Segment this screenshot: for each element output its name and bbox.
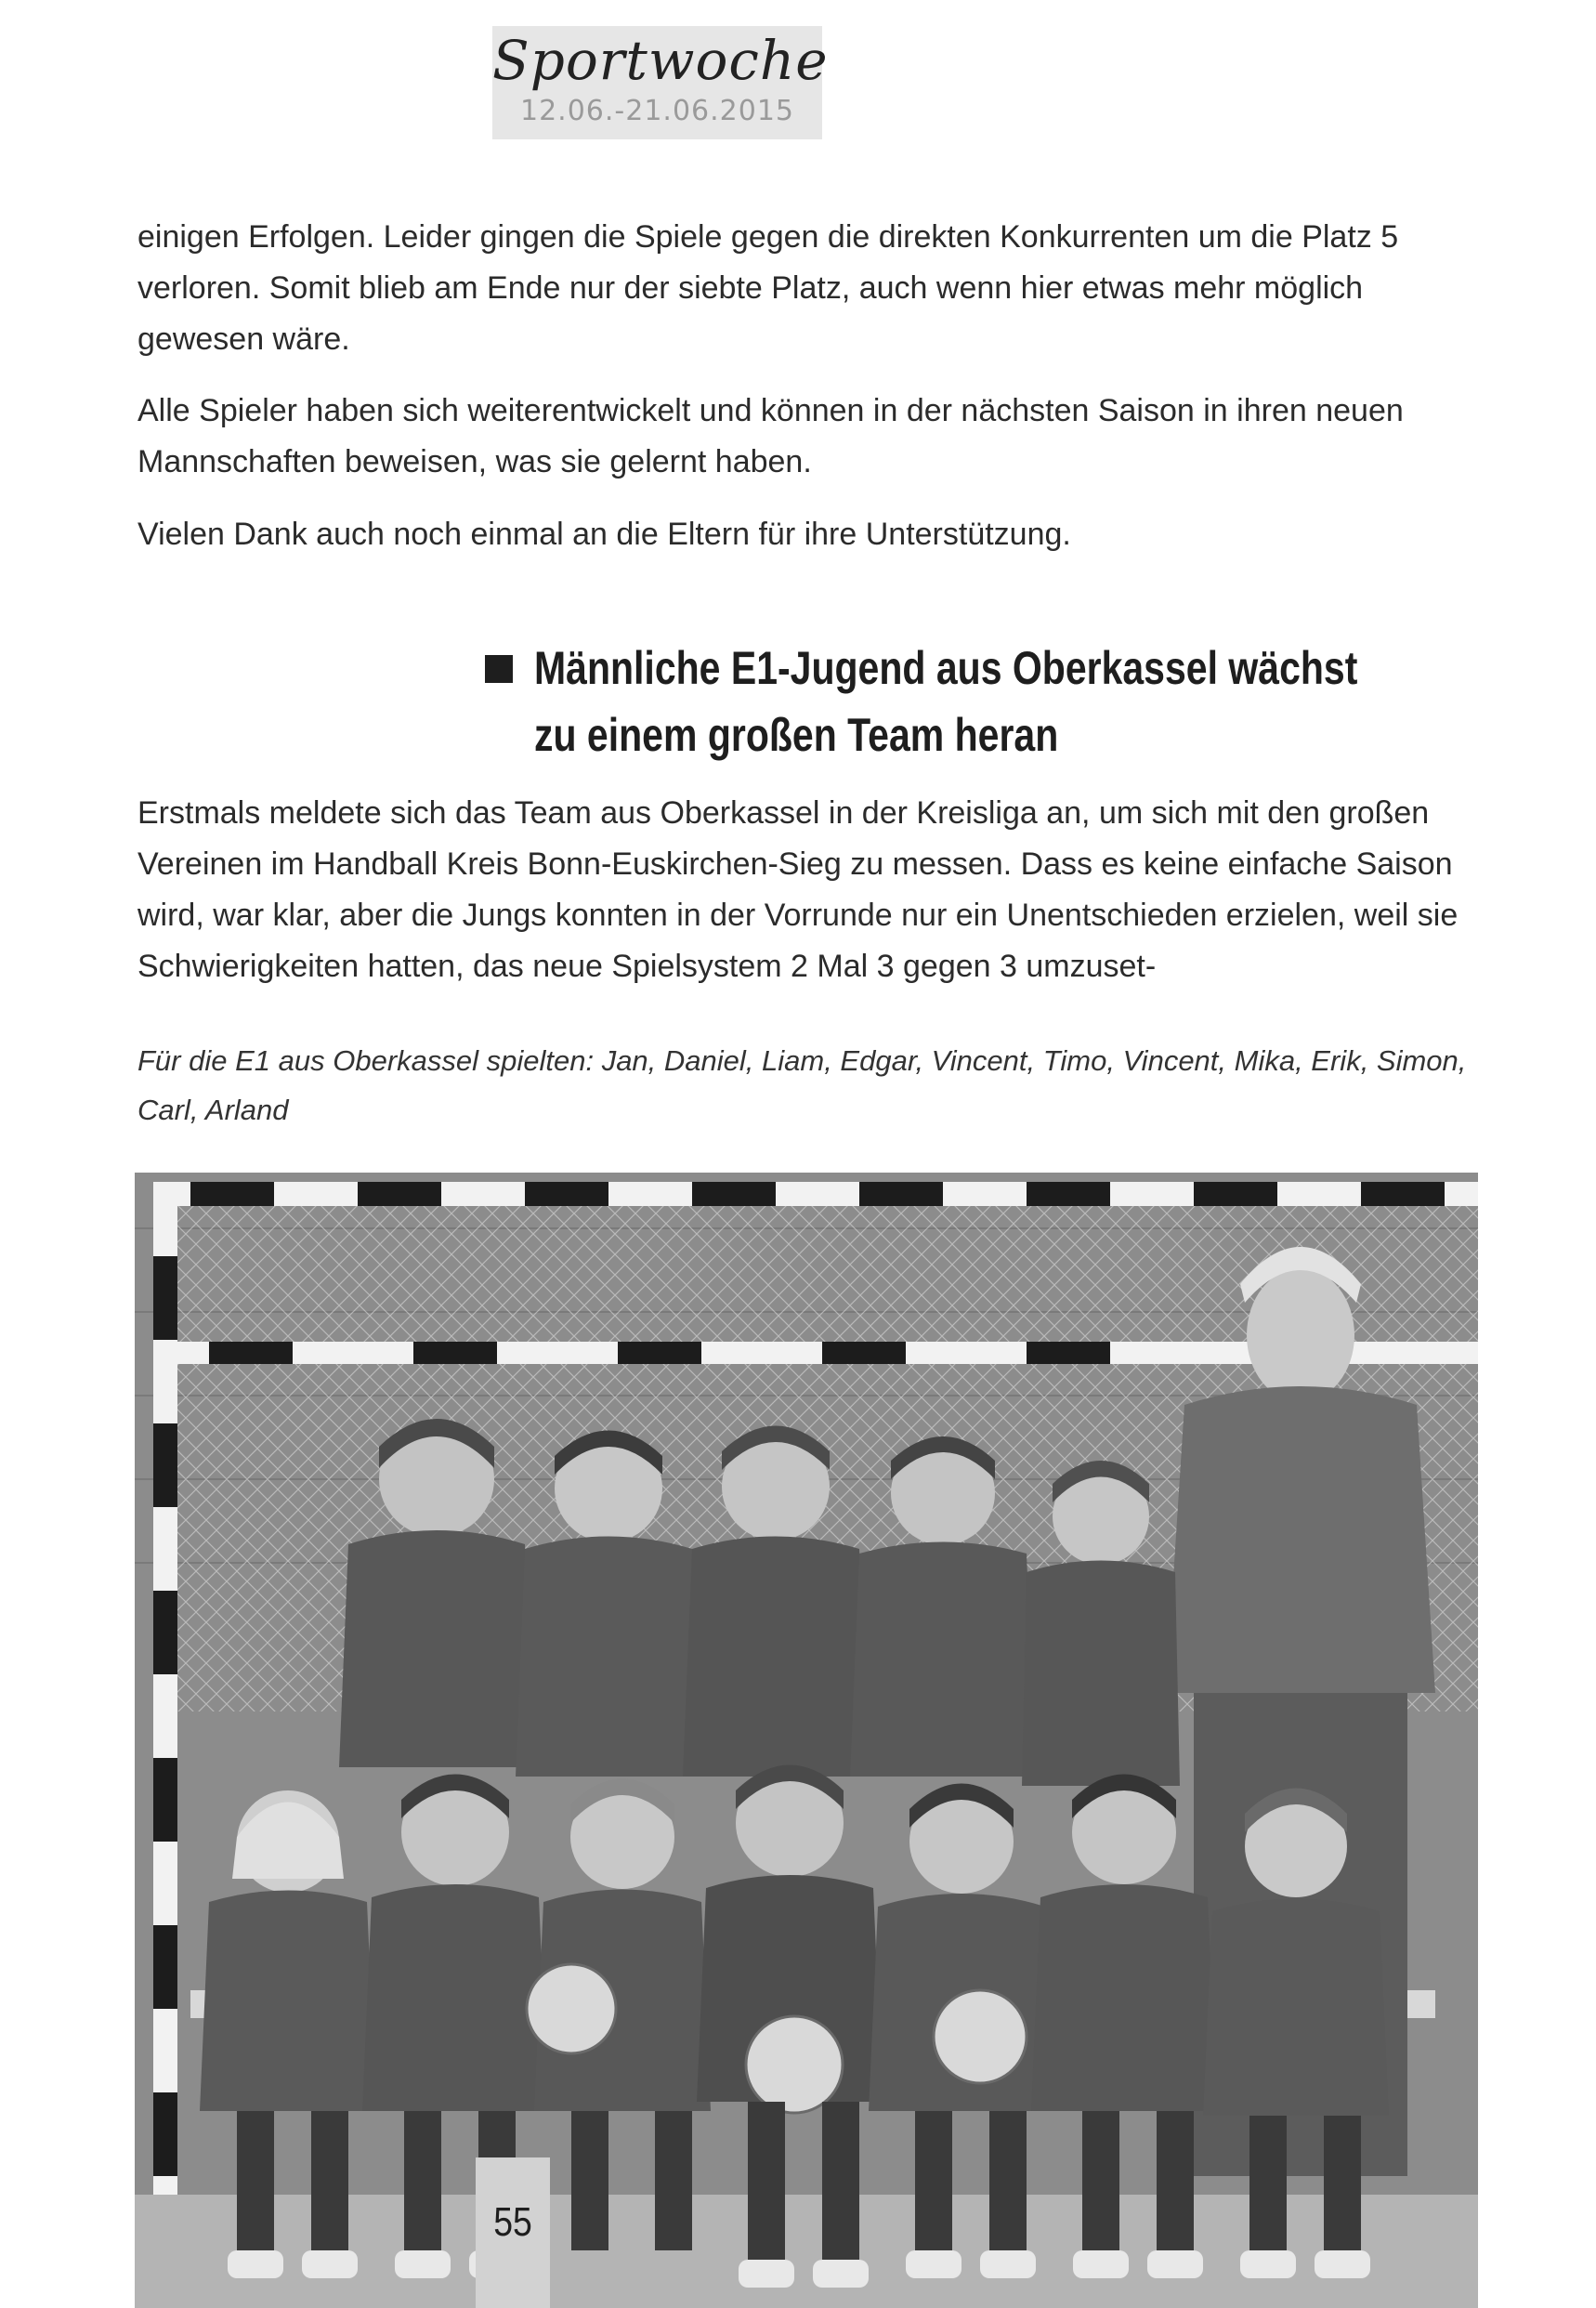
team-photo	[135, 1173, 1478, 2308]
section-paragraph: Erstmals meldete sich das Team aus Oberkassel in der Kreisliga an, um sich mit den großen Vereinen im Handball Kreis Bonn-Euskirchen-Sieg zu messen. Dass es keine einfache Saison wird, war klar, aber die Jungs konnten in der Vorrunde nur ein Unentschieden erzielen, weil sie Schwierigkeiten hatten, das neue Spielsystem 2 Mal 3 gegen 3 umzuset-	[137, 795, 1459, 984]
header-badge	[492, 26, 829, 139]
heading-bullet-icon	[485, 655, 513, 683]
header-dates: 12.06.-21.06.2015	[519, 95, 794, 127]
page-number-box	[476, 2157, 550, 2308]
photo-caption: Für die E1 aus Oberkassel spielten: Jan, Daniel, Liam, Edgar, Vincent, Timo, Vincent, Mika, Erik, Simon, Carl, Arland	[137, 1044, 1467, 1126]
page-number: 55	[493, 2199, 532, 2245]
article-paragraph: einigen Erfolgen. Leider gingen die Spiele gegen die direkten Konkurrenten um die Platz 5 verloren. Somit blieb am Ende nur der siebte Platz, auch wenn hier etwas mehr möglich gewesen wäre.	[137, 219, 1399, 357]
section-heading	[534, 635, 1358, 768]
section-heading-line1: Männliche E1-Jugend aus Oberkassel wächst	[534, 642, 1358, 694]
section-heading-line2: zu einem großen Team heran	[534, 709, 1059, 761]
header-title: Sportwoche	[492, 29, 829, 92]
article-paragraph: Alle Spieler haben sich weiterentwickelt und können in der nächsten Saison in ihren neuen Mannschaften beweisen, was sie gelernt haben.	[137, 393, 1404, 479]
article-paragraph: Vielen Dank auch noch einmal an die Eltern für ihre Unterstützung.	[137, 517, 1071, 552]
